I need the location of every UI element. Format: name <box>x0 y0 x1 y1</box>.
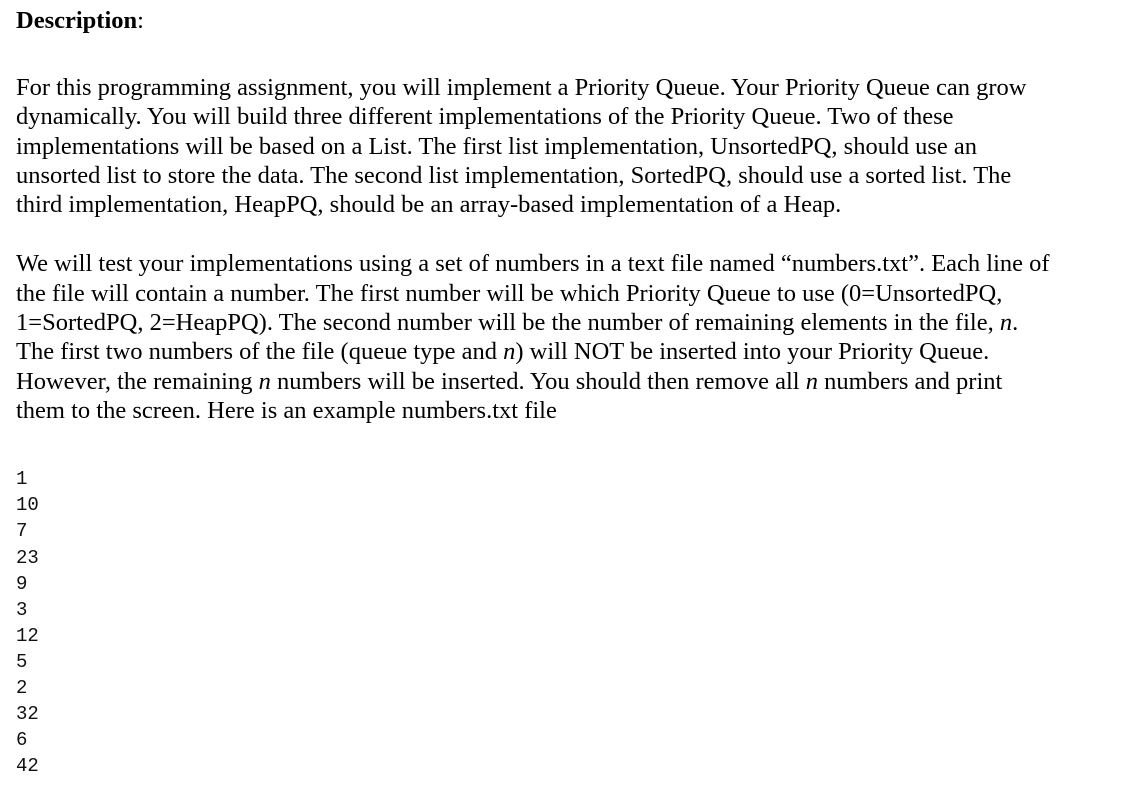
variable-n: n <box>503 338 516 366</box>
testing-text: However, the remaining <box>16 367 259 395</box>
testing-text: numbers will be inserted. You should then remove all <box>270 367 806 395</box>
file-line: 1 <box>16 468 28 491</box>
testing-text: 1=SortedPQ, 2=HeapPQ). The second number will be the number of remaining elements in the file, <box>16 309 1000 337</box>
file-line: 3 <box>16 598 28 621</box>
intro-line: For this programming assignment, you will implement a Priority Queue. Your Priority Queue can grow <box>16 74 1027 101</box>
testing-text: . <box>1012 309 1019 337</box>
testing-line <box>16 337 1136 366</box>
document-page <box>16 0 1136 779</box>
testing-line: them to the screen. Here is an example numbers.txt file <box>16 396 557 424</box>
testing-text: ) will NOT be inserted into your Priority Queue. <box>515 338 990 366</box>
file-line: 10 <box>16 494 39 517</box>
testing-paragraph <box>16 249 1136 425</box>
variable-n: n <box>999 309 1013 337</box>
description-heading <box>16 0 1136 35</box>
intro-line: dynamically. You will build three different implementations of the Priority Queue. Two of these <box>16 103 954 131</box>
heading-label: Description <box>16 7 138 34</box>
intro-line: unsorted list to store the data. The second list implementation, SortedPQ, should use a sorted list. The <box>16 161 1012 189</box>
testing-line: We will test your implementations using a set of numbers in a text file named “numbers.txt”. Each line of <box>16 250 1050 278</box>
file-line: 12 <box>16 624 39 647</box>
file-line: 23 <box>16 546 39 569</box>
testing-text: The first two numbers of the file (queue type and <box>16 338 504 366</box>
testing-text: numbers and print <box>817 367 1003 395</box>
intro-line: third implementation, HeapPQ, should be an array-based implementation of a Heap. <box>16 191 842 219</box>
intro-paragraph <box>16 73 1136 219</box>
file-line: 7 <box>16 520 28 543</box>
variable-n: n <box>805 367 818 395</box>
testing-line <box>16 308 1136 337</box>
file-line: 6 <box>16 729 28 752</box>
file-line: 5 <box>16 650 28 673</box>
heading-colon: : <box>137 7 144 34</box>
file-line: 2 <box>16 677 28 700</box>
variable-n: n <box>258 367 271 395</box>
file-line: 32 <box>16 703 39 726</box>
intro-line: implementations will be based on a List. The first list implementation, UnsortedPQ, should use an <box>16 132 978 160</box>
file-line: 9 <box>16 572 28 595</box>
example-numbers-file <box>16 466 1136 779</box>
file-line: 42 <box>16 755 39 778</box>
testing-line: the file will contain a number. The first number will be which Priority Queue to use (0=UnsortedPQ, <box>16 279 1003 307</box>
testing-line <box>16 367 1136 396</box>
